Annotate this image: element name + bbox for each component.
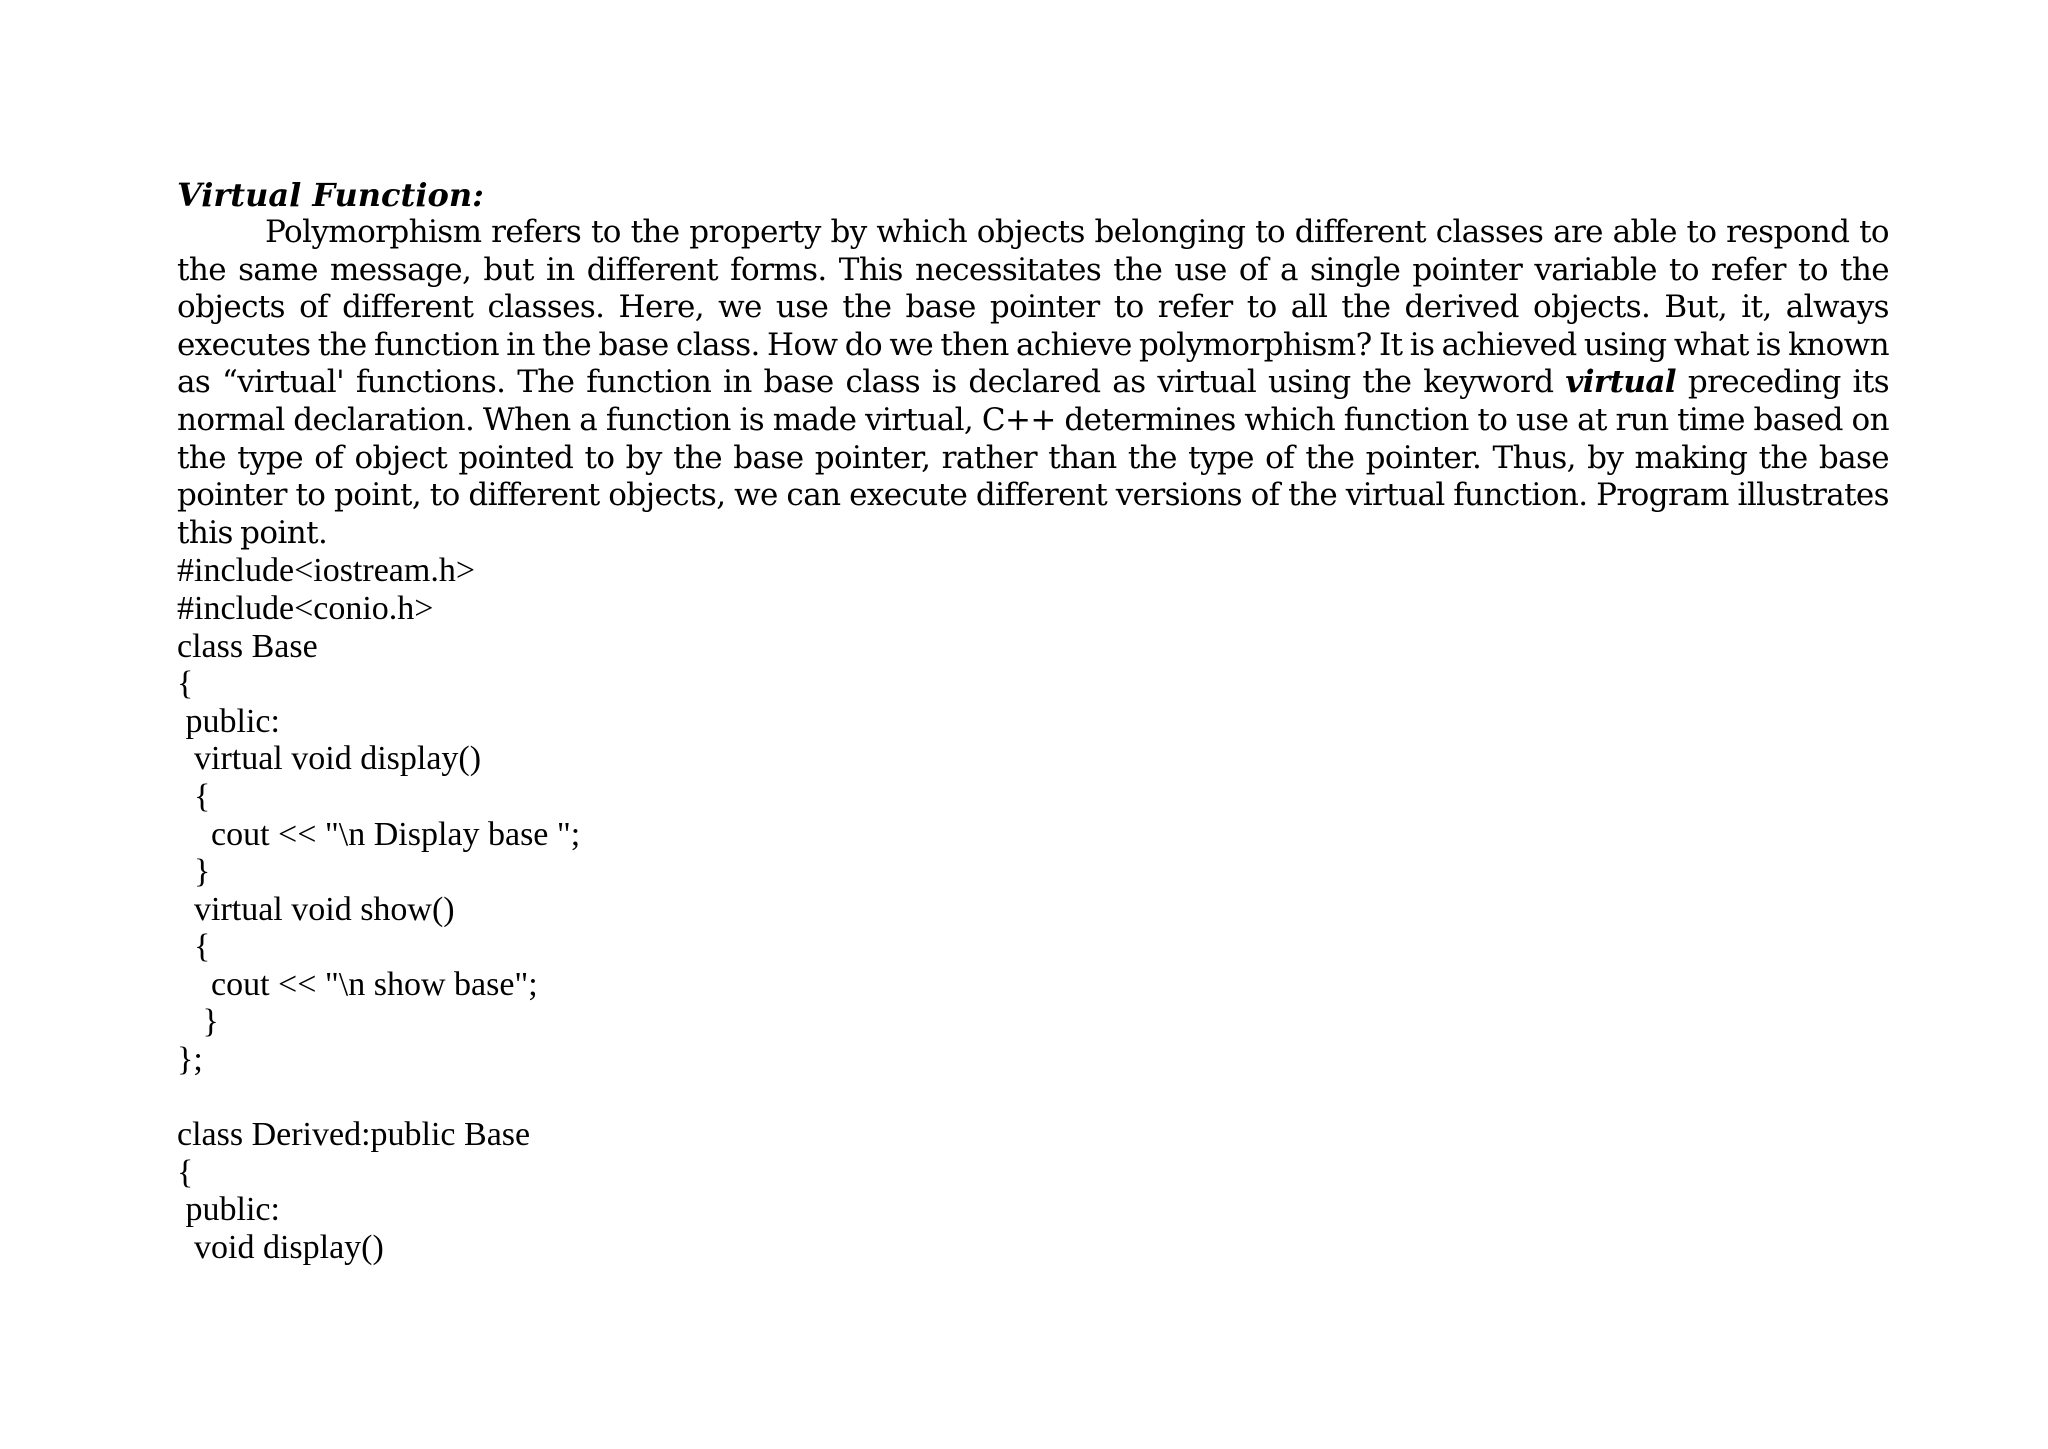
code-line: virtual void show(): [177, 890, 455, 928]
code-line: [177, 1079, 1889, 1117]
code-line: #include<conio.h>: [177, 589, 434, 627]
code-line: {: [177, 928, 211, 966]
code-line: };: [177, 1041, 203, 1079]
code-line: }: [177, 853, 211, 891]
body-paragraph: [177, 214, 1889, 552]
code-line: public:: [177, 702, 280, 740]
paragraph-text-end: preceding its normal declaration. When a function is made virtual, C++ determines which function to use at run time based on the type of object pointed to by the base pointer, rather than the type of the pointer. Thus, by making the base pointer to point, to different objects, we can execute different versions of the virtual function. Program illustrates this point.: [177, 364, 1890, 551]
code-line: void display(): [177, 1229, 384, 1267]
code-line: cout << "\n show base";: [177, 965, 538, 1003]
page-content: [177, 176, 1889, 1267]
code-line: cout << "\n Display base ";: [177, 815, 581, 853]
code-line: class Derived:public Base: [177, 1116, 531, 1154]
code-line: {: [177, 665, 194, 703]
section-heading: Virtual Function:: [177, 176, 484, 214]
code-line: virtual void display(): [177, 740, 482, 778]
code-line: public:: [177, 1191, 280, 1229]
paragraph-text-start: Polymorphism refers to the property by which objects belonging to different classes are able to respond to the same message, but in different forms. This necessitates the use of a single pointer variable to refer to the objects of different classes. Here, we use the base pointer to refer to all the derived objects. But, it, always executes the function in the base class. How do we then achieve polymorphism? It is achieved using what is known as “virtual' functions. The function in base class is declared as virtual using the keyword: [177, 214, 1889, 401]
code-line: {: [177, 1153, 194, 1191]
code-line: #include<iostream.h>: [177, 552, 475, 590]
code-listing: [177, 552, 1889, 1266]
code-line: }: [177, 1003, 219, 1041]
code-line: {: [177, 777, 211, 815]
virtual-keyword: virtual: [1565, 364, 1676, 401]
code-line: class Base: [177, 627, 318, 665]
